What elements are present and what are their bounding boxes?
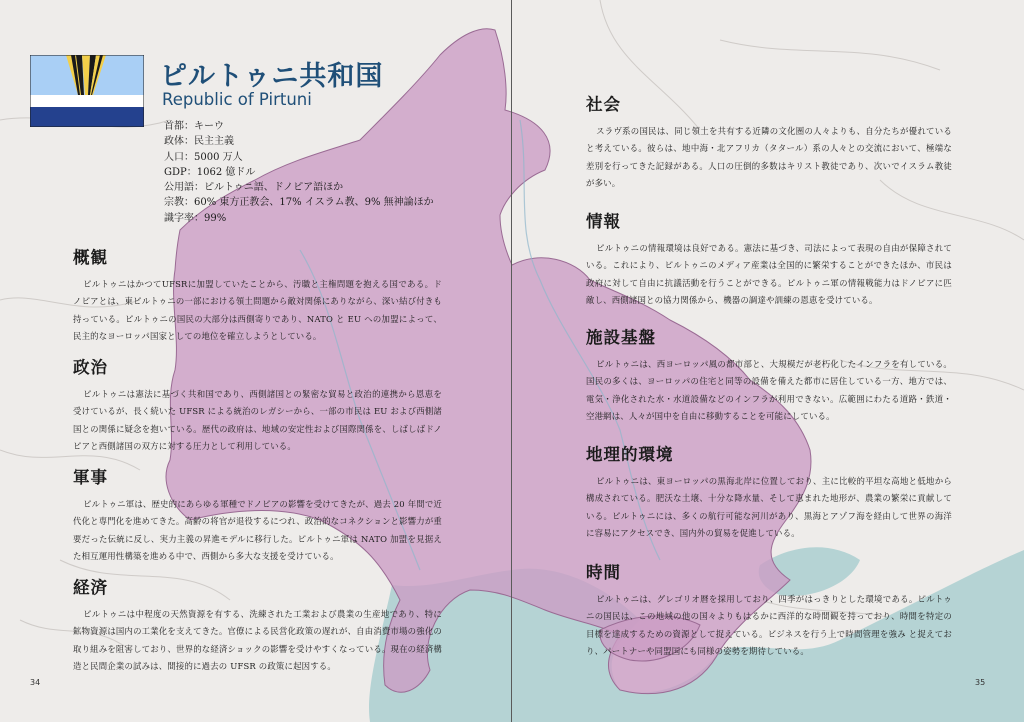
fact-language: 公用語：ピルトゥニ語、ドノピア語ほか <box>164 182 344 194</box>
country-facts <box>164 119 434 226</box>
page-number-right: 35 <box>975 678 986 687</box>
section-body: ピルトゥニは中程度の天然資源を有する、洗練された工業および農業の生産地であり、特に鉱物資源は国内の工業化を支えてきた。官僚による民営化政策の遅れが、自由消費市場の強化の取り組みを阻害しており、世界的な経済ショックの影響を受けやすくなっている。現在の経済構造と民間企業の試みは、間接的に過去の UFSR の政策に起因する。 <box>73 609 442 671</box>
section-body: ピルトゥニ軍は、歴史的にあらゆる軍種でドノピアの影響を受けてきたが、過去 20 年間で近代化と専門化を進めてきた。高齢の将官が退役するにつれ、政治的なコネクションと影響力が重要だった伝統に反し、実力主義の昇進モデルに移行した。ピルトゥニ軍は NATO 加盟を見据えた相互運用性構築を進める中で、西側から多大な支援を受けている。 <box>73 499 442 561</box>
section-information <box>586 208 952 309</box>
national-flag <box>30 55 144 127</box>
page-number-left: 34 <box>30 678 41 687</box>
flag-white-band <box>30 95 144 107</box>
section-infrastructure <box>586 324 952 425</box>
fact-religion: 宗教：60% 東方正教会、17% イスラム教、9% 無神論ほか <box>164 197 434 209</box>
country-title-jp: ピルトゥニ共和国 <box>160 61 384 92</box>
section-economy <box>73 574 442 675</box>
fact-literacy: 識字率：99% <box>164 212 227 224</box>
section-politics <box>73 354 442 455</box>
section-body: ピルトゥニの情報環境は良好である。憲法に基づき、司法によって表現の自由が保障されている。これにより、ピルトゥニのメディア産業は全国的に繁栄することができたほか、市民は政府に対して自由に抗議活動を行うことができる。ピルトゥニ軍の情報戦能力はドノピアに匹敵し、西側諸国との協力関係から、機器の調達や訓練の恩恵を受けている。 <box>586 243 952 305</box>
fact-capital: 首都：キーウ <box>164 121 224 132</box>
section-heading: 地理的環境 <box>586 445 674 464</box>
section-military <box>73 464 442 565</box>
section-heading: 施設基盤 <box>586 328 656 347</box>
fact-population: 人口：5000 万人 <box>164 151 243 163</box>
fact-government: 政体：民主主義 <box>164 136 234 148</box>
section-heading: 社会 <box>586 95 621 114</box>
section-heading: 政治 <box>73 358 108 377</box>
flag-navy-band <box>30 107 144 127</box>
fact-gdp: GDP：1062 億ドル <box>164 166 256 178</box>
section-overview <box>73 244 442 345</box>
section-body: ピルトゥニは、グレゴリオ暦を採用しており、四季がはっきりとした環境である。ピルトゥニの国民は、この地域の他の国々よりもはるかに西洋的な時間観を持っており、時間を特定の目標を達成するための資源として捉えている。ビジネスを行う上で時間管理を強み と捉えており、パートナーや同盟国にも同様の姿勢を期待している。 <box>586 594 952 656</box>
section-heading: 経済 <box>73 578 108 597</box>
country-title-en: Republic of Pirtuni <box>162 90 312 109</box>
section-time <box>586 559 952 660</box>
section-body: ピルトゥニは、西ヨーロッパ風の都市部と、大規模だが老朽化したインフラを有している。国民の多くは、ヨーロッパの住宅と同等の設備を備えた都市に居住している一方、地方では、電気・浄化された水・水道設備などのインフラが利用できない。広範囲にわたる道路・鉄道・空港網は、人々が国中を自由に移動することを可能にしている。 <box>586 359 952 421</box>
section-body: スラヴ系の国民は、同じ領土を共有する近隣の文化圏の人々よりも、自分たちが優れていると考えている。彼らは、地中海・北アフリカ（タタール）系の人々との交流において、極端な差別を行ってきた記録がある。人口の圧倒的多数はキリスト教徒であり、次いでイスラム教徒が多い。 <box>586 126 952 188</box>
section-geography <box>586 441 952 542</box>
section-body: ピルトゥニはかつてUFSRに加盟していたことから、汚職と主権問題を抱える国である。ドノピアとは、東ピルトゥニの一部における領土問題から敵対関係にありながら、深い結び付きも持っている。ピルトゥニの国民の大部分は西側寄りであり、NATO と EU への加盟によって、民主的なヨーロッパ国家としての地位を確立しようとしている。 <box>73 279 442 341</box>
section-heading: 概観 <box>73 248 108 267</box>
section-body: ピルトゥニは憲法に基づく共和国であり、西側諸国との緊密な貿易と政治的連携から恩恵を受けているが、長く続いた UFSR による統治のレガシーから、一部の市民は EU および西側諸国との関係に疑念を抱いている。歴代の政府は、地域の安定性および国際関係を、しばしばドノピアと西側諸国の双方に対する圧力として利用している。 <box>73 389 442 451</box>
section-heading: 時間 <box>586 563 621 582</box>
section-society <box>586 91 952 192</box>
section-heading: 軍事 <box>73 468 108 487</box>
left-page <box>0 0 511 722</box>
section-body: ピルトゥニは、東ヨーロッパの黒海北岸に位置しており、主に比較的平坦な高地と低地から構成されている。肥沃な土壌、十分な降水量、そして恵まれた地形が、農業の繁栄に貢献している。ピルトゥニには、多くの航行可能な河川があり、黒海とアゾフ海を経由して世界の海洋に容易にアクセスでき、国内外の貿易を促進している。 <box>586 476 952 538</box>
section-heading: 情報 <box>586 212 621 231</box>
